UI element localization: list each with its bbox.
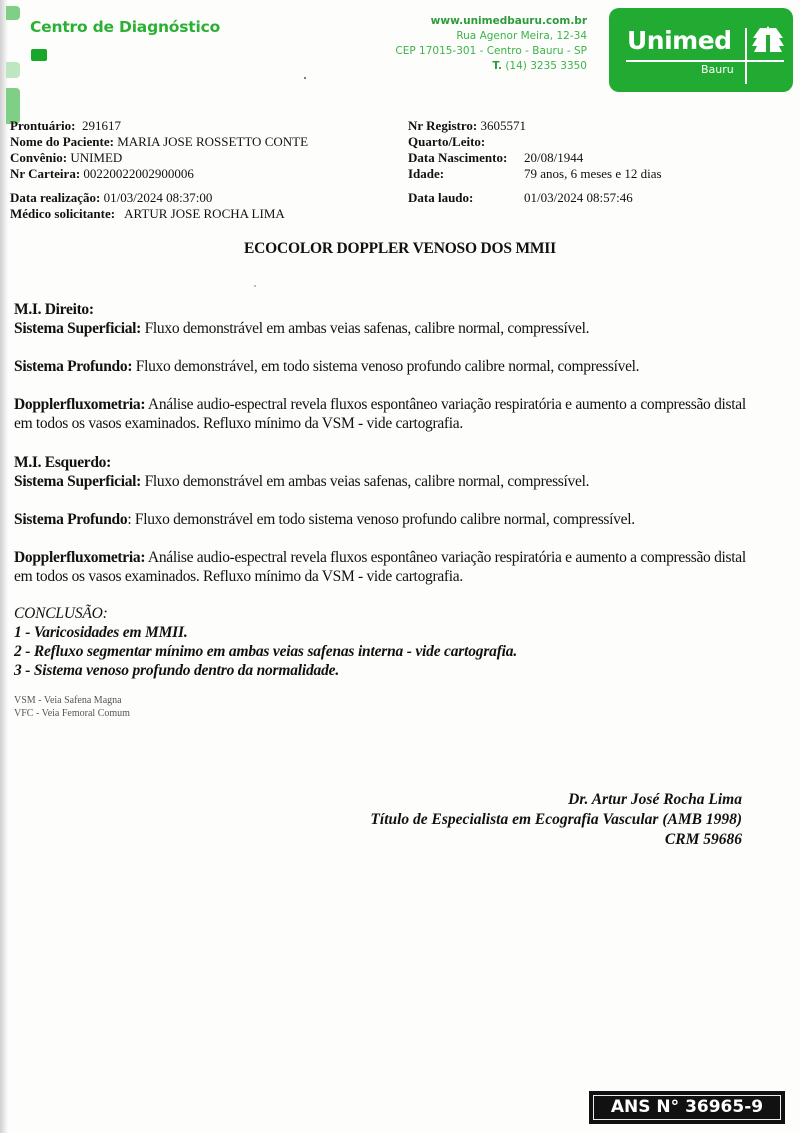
- address: Rua Agenor Meira, 12-34: [456, 30, 587, 42]
- edge-tab-decoration: [6, 62, 20, 78]
- right-profundo-label: Sistema Profundo:: [14, 358, 133, 375]
- convenio-label: Convênio:: [10, 150, 68, 165]
- exam-title: ECOCOLOR DOPPLER VENOSO DOS MMII: [244, 240, 556, 257]
- patient-info-right: [408, 118, 662, 182]
- carteira-row: [10, 166, 308, 182]
- unimed-logo: [609, 8, 793, 92]
- signature-title: Título de Especialista em Ecografia Vascular (AMB 1998): [370, 811, 742, 828]
- data-realizacao-value: 01/03/2024 08:37:00: [103, 190, 213, 205]
- left-profundo-label: Sistema Profundo: [14, 511, 128, 528]
- cep: CEP 17015-301 - Centro - Bauru - SP: [395, 45, 587, 57]
- scan-speck: [254, 285, 256, 287]
- logo-vline: [745, 28, 747, 84]
- signature-name: Dr. Artur José Rocha Lima: [568, 791, 742, 808]
- conclusion-item: 2 - Refluxo segmentar mínimo em ambas veias safenas interna - vide cartografia.: [14, 643, 518, 660]
- registro-label: Nr Registro:: [408, 118, 478, 133]
- ans-badge: [589, 1091, 785, 1124]
- left-superficial-label: Sistema Superficial:: [14, 473, 142, 490]
- prontuario-row: [10, 118, 308, 134]
- data-laudo-value: 01/03/2024 08:57:46: [524, 190, 633, 205]
- medico-label: Médico solicitante:: [10, 206, 116, 221]
- data-laudo-row: [408, 190, 633, 206]
- idade-label: Idade:: [408, 166, 445, 181]
- right-doppler-paragraph: [14, 395, 754, 433]
- nascimento-row: [408, 150, 662, 166]
- nome-value: MARIA JOSE ROSSETTO CONTE: [117, 134, 309, 149]
- logo-hline: [626, 60, 784, 62]
- data-laudo-label: Data laudo:: [408, 190, 474, 205]
- convenio-value: UNIMED: [70, 150, 123, 165]
- left-doppler-text: Análise audio-espectral revela fluxos espontâneo variação respiratória e aumento a compressão distal em todos os vasos examinados. Refluxo mínimo da VSM - vide cartografia.: [14, 549, 746, 585]
- right-profundo-text: Fluxo demonstrável, em todo sistema venoso profundo calibre normal, compressível.: [132, 358, 640, 375]
- medico-value: ARTUR JOSE ROCHA LIMA: [124, 206, 285, 221]
- left-profundo-text: : Fluxo demonstrável em todo sistema venoso profundo calibre normal, compressível.: [127, 511, 635, 528]
- carteira-label: Nr Carteira:: [10, 166, 81, 181]
- exam-info-left: [10, 190, 285, 222]
- right-superficial-paragraph: [14, 319, 784, 338]
- left-superficial-text: Fluxo demonstrável em ambas veias safenas, calibre normal, compressível.: [141, 473, 590, 490]
- right-superficial-label: Sistema Superficial:: [14, 320, 142, 337]
- logo-city: Bauru: [701, 63, 734, 76]
- ans-number: ANS N° 36965-9: [593, 1095, 781, 1120]
- data-realizacao-row: [10, 190, 285, 206]
- right-doppler-text: Análise audio-espectral revela fluxos espontâneo variação respiratória e aumento a compressão distal em todos os vasos examinados. Refluxo mínimo da VSM - vide cartografia.: [14, 396, 746, 432]
- brand-title: Centro de Diagnóstico: [30, 18, 221, 36]
- abbreviation-item: VSM - Veia Safena Magna: [14, 695, 122, 706]
- data-realizacao-label: Data realização:: [10, 190, 101, 205]
- phone: [395, 59, 587, 74]
- conclusion-heading: CONCLUSÃO:: [14, 605, 108, 622]
- right-limb-heading: M.I. Direito:: [14, 301, 94, 318]
- signature-block: [370, 790, 742, 850]
- abbreviation-item: VFC - Veia Femoral Comum: [14, 708, 130, 719]
- pine-trees-icon: [751, 26, 785, 58]
- left-superficial-paragraph: [14, 472, 784, 491]
- prontuario-value: 291617: [81, 118, 121, 133]
- website-link[interactable]: www.unimedbauru.com.br: [430, 15, 587, 27]
- laudo-info-right: [408, 190, 633, 206]
- registro-value: 3605571: [480, 118, 526, 133]
- scan-speck: [304, 77, 306, 79]
- left-limb-section: [14, 453, 784, 586]
- conclusion-section: [14, 604, 517, 680]
- abbreviations: [14, 694, 130, 720]
- quarto-row: [408, 134, 662, 150]
- quarto-label: Quarto/Leito:: [408, 134, 486, 149]
- right-doppler-label: Dopplerfluxometria:: [14, 396, 146, 413]
- right-superficial-text: Fluxo demonstrável em ambas veias safenas, calibre normal, compressível.: [141, 320, 590, 337]
- nascimento-label: Data Nascimento:: [408, 150, 508, 165]
- nome-label: Nome do Paciente:: [10, 134, 114, 149]
- idade-row: [408, 166, 662, 182]
- left-doppler-paragraph: [14, 548, 754, 586]
- brand-square-icon: [31, 49, 47, 61]
- idade-value: 79 anos, 6 meses e 12 dias: [524, 166, 662, 181]
- nascimento-value: 20/08/1944: [524, 150, 584, 165]
- phone-label: T.: [492, 60, 502, 72]
- left-doppler-label: Dopplerfluxometria:: [14, 549, 146, 566]
- phone-number: (14) 3235 3350: [505, 60, 587, 72]
- registro-row: [408, 118, 662, 134]
- nome-row: [10, 134, 308, 150]
- left-profundo-paragraph: [14, 510, 784, 529]
- prontuario-label: Prontuário:: [10, 118, 76, 133]
- contact-block: [395, 14, 587, 74]
- conclusion-item: 3 - Sistema venoso profundo dentro da normalidade.: [14, 662, 339, 679]
- page-edge-shadow: [0, 0, 8, 1133]
- edge-tab-decoration: [6, 6, 20, 20]
- convenio-row: [10, 150, 308, 166]
- carteira-value: 00220022002900006: [83, 166, 194, 181]
- right-profundo-paragraph: [14, 357, 784, 376]
- signature-crm: CRM 59686: [664, 831, 742, 848]
- conclusion-item: 1 - Varicosidades em MMII.: [14, 624, 188, 641]
- medico-row: [10, 206, 285, 222]
- patient-info-left: [10, 118, 308, 182]
- logo-name: Unimed: [627, 26, 732, 55]
- left-limb-heading: M.I. Esquerdo:: [14, 454, 111, 471]
- right-limb-section: [14, 300, 784, 433]
